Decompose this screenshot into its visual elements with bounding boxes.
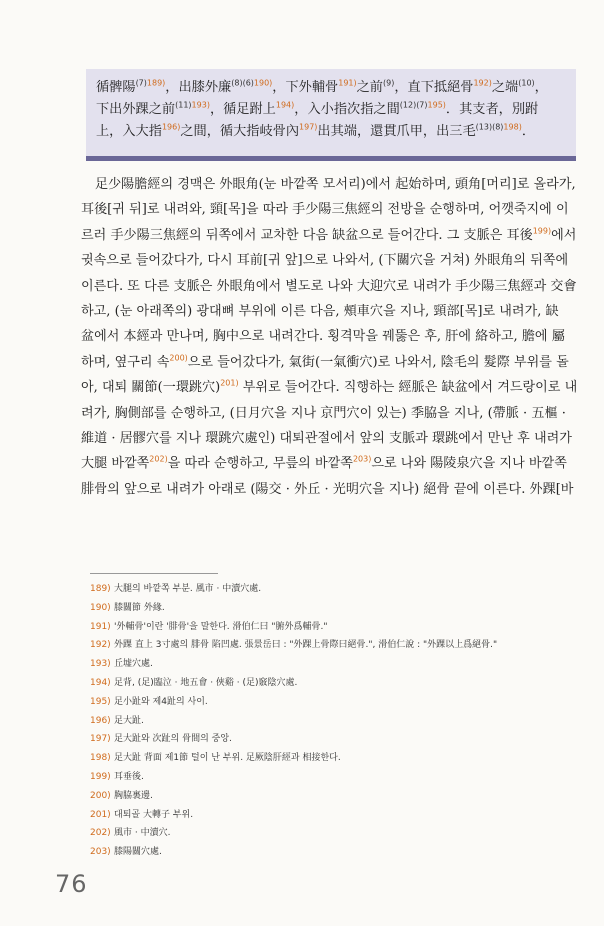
footnote [90,674,580,693]
source-marker: (12)(7) [399,100,428,110]
footnote-text: 足小趾와 제4趾의 사이. [114,696,208,707]
body-text [81,172,581,502]
text-run: 하고, (눈 아래쪽의) 광대뼈 부위에 이른 다음, 頰車穴을 지나, 頸部[목]로 내려가, 缺 [81,304,559,320]
footnote-number: 189) [90,584,111,594]
footnote [90,580,580,599]
quote-line [96,99,570,121]
body-line [81,324,581,349]
text-run: ，入小指次指之間 [294,102,400,117]
footnote-text: 足大趾와 次趾의 骨間의 중앙. [114,734,232,745]
source-marker: (10) [518,78,535,88]
body-line [81,426,581,451]
footnote-number: 202) [90,828,111,839]
text-run: ，循足跗上 [209,102,276,117]
footnote-number: 195) [90,696,111,707]
footnote-number: 199) [90,771,111,782]
page-number: 76 [55,870,88,898]
footnote [90,655,580,674]
text-run: 부위로 들어간다. 직행하는 經脈은 缺盆에서 겨드랑이로 내 [238,380,578,396]
source-marker: (7) [135,78,147,88]
text-run: 으로 나와 陽陵泉穴을 지나 바깥쪽 [371,456,567,472]
footnote [90,636,580,655]
footnote [90,806,580,825]
footnote [90,768,580,787]
body-line [81,172,581,197]
footnote-reference[interactable]: 192) [473,78,492,88]
footnote-text: 足背, (足)臨泣 · 地五會 · 俠谿 · (足)竅陰穴處. [114,677,298,688]
footnote-text: 胸脇裏邊. [114,790,153,801]
body-line [81,477,581,502]
body-line [81,274,581,299]
footnote-reference[interactable]: 201) [220,378,239,388]
text-run: 으로 들어갔다가, 氣街(一氣衝穴)로 나와서, 陰毛의 髮際 부위를 돌 [187,354,569,370]
footnote [90,693,580,712]
source-marker: (9) [383,78,395,88]
footnote-text: '外輔骨'이란 '腓骨'을 말한다. 滑伯仁曰 "腑外爲輔骨." [114,621,328,632]
body-line [81,350,581,375]
footnote-number: 192) [90,640,111,651]
footnote [90,843,580,862]
text-run: 귓속으로 들어갔다가, 다시 耳前[귀 앞]으로 나와서, (下關穴을 거쳐) 外眼角의 뒤쪽에 [81,253,569,269]
footnote-reference[interactable]: 200) [169,353,188,363]
footnote-number: 200) [90,790,111,801]
footnote-number: 203) [90,847,111,858]
text-run: 上，入大指 [96,124,162,139]
text-run: 려가, 胸側部를 순행하고, (日月穴을 지나 京門穴이 있는) 季脇을 지나, (帶脈 · 五樞 · [81,405,566,421]
footnote-reference[interactable]: 203) [352,455,372,465]
text-run: 之前 [356,80,383,95]
source-marker: (8)(6) [231,78,254,88]
text-run: 大腿 바깥쪽 [81,456,150,472]
footnote-number: 197) [90,734,111,745]
text-run: 盆에서 本經과 만나며, 胸中으로 내려간다. 횡격막을 꿰뚫은 후, 肝에 絡하고, 膽에 屬 [81,329,565,345]
body-line [81,223,581,248]
text-run: 耳後[귀 뒤]로 내려와, 頸[목]을 따라 手少陽三焦經의 전방을 순행하며, 어깻죽지에 이 [81,202,569,218]
footnote [90,824,580,843]
footnote-reference[interactable]: 202) [149,455,168,465]
classical-quote-box [86,69,576,161]
footnote-text: 風市 · 中瀆穴. [114,828,171,839]
footnote-text: 膝陽關穴處. [114,847,162,858]
text-run: 을 따라 순행하고, 무릎의 바깥쪽 [167,456,353,472]
footnote-text: 足大趾 背面 제1節 털이 난 부위. 足厥陰肝經과 相接한다. [114,753,341,764]
footnote-reference[interactable]: 198) [503,122,522,132]
footnote-reference[interactable]: 190) [253,78,273,88]
text-run: ，下外輔骨 [272,80,339,95]
text-run: ， [534,80,548,95]
body-line [81,401,581,426]
footnote-reference[interactable]: 197) [299,122,318,132]
footnote-text: 대퇴골 大轉子 부위. [114,809,194,820]
body-line [81,197,581,222]
footnote-number: 190) [90,602,111,613]
footnote-reference[interactable]: 196) [161,122,181,132]
source-marker: (13)(8) [475,122,504,132]
footnote-number: 201) [90,809,111,820]
body-line [81,375,581,400]
text-run: ，出膝外廉 [165,80,232,95]
text-run: 이른다. 또 다른 支脈은 外眼角에서 별도로 나와 大迎穴로 내려가 手少陽三焦經과 交會 [81,278,577,294]
footnote-reference[interactable]: 199) [532,226,552,236]
footnote-text: 丘墟穴處. [114,659,153,670]
footnote-number: 198) [90,753,111,764]
footnote [90,787,580,806]
footnote-number: 191) [90,621,111,632]
text-run: 維道 · 居髎穴를 지나 環跳穴處인) 대퇴관절에서 앞의 支脈과 環跳에서 만난 후 내려가 [81,431,572,447]
footnote-number: 196) [90,715,111,726]
footnote-reference[interactable]: 194) [275,100,295,110]
body-line [81,299,581,324]
footnote-text: 耳垂後. [114,771,144,782]
footnote-text: 足大趾. [114,715,144,726]
footnote-number: 193) [90,659,111,670]
footnote-text: 大腿의 바깥쪽 부분. 風市 · 中瀆穴處. [114,584,262,594]
body-line [81,248,581,273]
footnote-number: 194) [90,677,111,688]
text-run: 르러 手少陽三焦經의 뒤쪽에서 교차한 다음 缺盆으로 들어간다. 그 支脈은 耳後 [81,227,533,243]
footnote-text: 外踝 直上 3寸處의 腓骨 陷凹處. 張景岳曰 : "外踝上骨際曰絕骨.", 滑伯仁說 : "外踝以上爲絕骨." [114,640,498,651]
text-run: 出其端，還貫爪甲，出三毛 [317,124,476,139]
text-run: 之端 [491,80,519,95]
text-run: ． [521,124,535,139]
text-run: 之間，循大指岐骨內 [180,124,300,139]
text-run: ，直下抵絕骨 [394,80,474,95]
text-run: 循髀陽 [96,80,136,95]
body-line [81,451,581,476]
footnote [90,749,580,768]
quote-line [96,77,570,99]
footnote [90,599,580,618]
footnote-reference[interactable]: 195) [427,100,446,110]
text-run: 腓骨의 앞으로 내려가 아래로 (陽交 · 外丘 · 光明穴을 지나) 絕骨 끝에 이른다. 外踝[바 [81,481,574,497]
footnote-divider [90,573,218,574]
text-run: ．其支者，別跗 [445,102,539,117]
footnote-text: 膝關節 外緣. [114,602,165,613]
footnote-reference[interactable]: 189) [146,78,166,88]
footnote-reference[interactable]: 191) [338,78,357,88]
source-marker: (11) [175,100,192,110]
text-run: 足少陽膽經의 경맥은 外眼角(눈 바깥쪽 모서리)에서 起始하며, 頭角[머리]로 올라가, [95,177,576,192]
footnote [90,618,580,637]
footnote [90,730,580,749]
footnotes [90,580,580,862]
quote-line [96,121,570,143]
text-run: 에서 [551,227,577,243]
text-run: 下出外踝之前 [96,102,176,117]
footnote [90,712,580,731]
text-run: 하며, 옆구리 속 [81,354,170,370]
footnote-reference[interactable]: 193) [191,100,210,110]
text-run: 아, 대퇴 關節(一環跳穴) [81,380,221,396]
